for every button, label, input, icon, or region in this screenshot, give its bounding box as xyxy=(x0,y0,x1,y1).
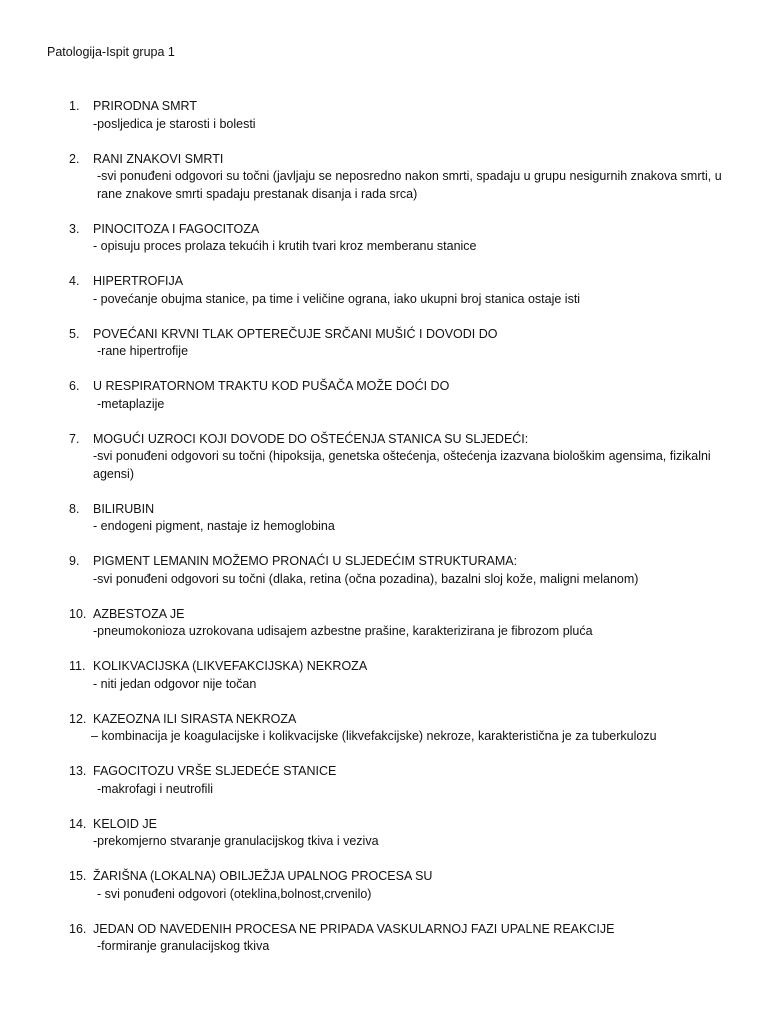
answer-text: - svi ponuđeni odgovori (oteklina,bolnost,crvenilo) xyxy=(97,886,372,901)
answer-text: -formiranje granulacijskog tkiva xyxy=(97,939,270,953)
list-item-13 xyxy=(0,763,768,798)
question-text: HIPERTROFIJA xyxy=(93,274,184,288)
answer-text: - niti jedan odgovor nije točan xyxy=(93,676,257,691)
item-number: 1. xyxy=(69,99,80,113)
list-item-11 xyxy=(0,658,768,693)
answer-text: -prekomjerno stvaranje granulacijskog tkiva i veziva xyxy=(93,834,379,848)
item-number: 14. xyxy=(69,816,87,831)
question-list xyxy=(0,98,768,973)
list-item-12 xyxy=(0,711,768,746)
item-number: 2. xyxy=(69,151,80,166)
question-text: BILIRUBIN xyxy=(93,501,155,516)
question-text: PRIRODNA SMRT xyxy=(93,99,197,113)
list-item-5 xyxy=(0,326,768,361)
question-text: KOLIKVACIJSKA (LIKVEFAKCIJSKA) NEKROZA xyxy=(93,659,368,673)
question-text: AZBESTOZA JE xyxy=(93,606,185,621)
question-text: PINOCITOZA I FAGOCITOZA xyxy=(93,221,260,236)
question-text: MOGUĆI UZROCI KOJI DOVODE DO OŠTEĆENJA STANICA SU SLJEDEĆI: xyxy=(93,431,529,446)
item-number: 6. xyxy=(69,379,80,393)
question-text: KAZEOZNA ILI SIRASTA NEKROZA xyxy=(93,711,297,726)
item-number: 4. xyxy=(69,274,80,288)
list-item-16 xyxy=(0,921,768,956)
list-item-7 xyxy=(0,431,768,484)
question-text: FAGOCITOZU VRŠE SLJEDEĆE STANICE xyxy=(93,764,337,778)
question-text: RANI ZNAKOVI SMRTI xyxy=(93,151,224,166)
item-number: 12. xyxy=(69,711,87,726)
list-item-1 xyxy=(0,98,768,133)
item-number: 10. xyxy=(69,606,87,621)
answer-text: -svi ponuđeni odgovori su točni (hipoksija, genetska oštećenja, oštećenja izazvana biološkim agensima, fizikalni agensi) xyxy=(93,449,711,481)
item-number: 8. xyxy=(69,501,80,516)
question-text: KELOID JE xyxy=(93,816,157,831)
list-item-9 xyxy=(0,553,768,588)
answer-text: - povećanje obujma stanice, pa time i veličine ograna, iako ukupni broj stanica ostaje isti xyxy=(93,291,581,306)
list-item-6 xyxy=(0,378,768,413)
question-text: ŽARIŠNA (LOKALNA) OBILJEŽJA UPALNOG PROCESA SU xyxy=(93,869,433,883)
document-title: Patologija-Ispit grupa 1 xyxy=(47,45,175,59)
item-number: 7. xyxy=(69,431,80,446)
answer-text: -makrofagi i neutrofili xyxy=(97,781,214,796)
question-text: JEDAN OD NAVEDENIH PROCESA NE PRIPADA VASKULARNOJ FAZI UPALNE REAKCIJE xyxy=(93,921,615,936)
answer-text: – kombinacija je koagulacijske i kolikvacijske (likvefakcijske) nekroze, karakteristična je za tuberkulozu xyxy=(91,729,657,743)
item-number: 16. xyxy=(69,921,87,936)
item-number: 9. xyxy=(69,554,80,568)
list-item-14 xyxy=(0,816,768,851)
answer-text: -svi ponuđeni odgovori su točni (javljaju se neposredno nakon smrti, spadaju u grupu nesigurnih znakova smrti, u rane znakove smrti spadaju prestanak disanja i rada srca) xyxy=(97,169,722,201)
question-text: U RESPIRATORNOM TRAKTU KOD PUŠAČA MOŽE DOĆI DO xyxy=(93,379,450,393)
item-number: 5. xyxy=(69,326,80,341)
list-item-3 xyxy=(0,221,768,256)
item-number: 11. xyxy=(69,659,86,673)
item-number: 13. xyxy=(69,764,87,778)
answer-text: -rane hipertrofije xyxy=(97,344,189,358)
answer-text: -pneumokonioza uzrokovana udisajem azbestne prašine, karakterizirana je fibrozom pluća xyxy=(93,624,593,638)
answer-text: -metaplazije xyxy=(97,396,165,411)
question-text: POVEĆANI KRVNI TLAK OPTEREČUJE SRČANI MUŠIĆ I DOVODI DO xyxy=(93,326,498,341)
question-text: PIGMENT LEMANIN MOŽEMO PRONAĆI U SLJEDEĆIM STRUKTURAMA: xyxy=(93,554,518,568)
list-item-2 xyxy=(0,151,768,204)
list-item-15 xyxy=(0,868,768,903)
answer-text: -posljedica je starosti i bolesti xyxy=(93,116,256,131)
answer-text: -svi ponuđeni odgovori su točni (dlaka, retina (očna pozadina), bazalni sloj kože, maligni melanom) xyxy=(93,571,639,586)
answer-text: - endogeni pigment, nastaje iz hemoglobina xyxy=(93,519,335,533)
list-item-8 xyxy=(0,501,768,536)
item-number: 15. xyxy=(69,869,87,883)
list-item-10 xyxy=(0,606,768,641)
answer-text: - opisuju proces prolaza tekućih i krutih tvari kroz memberanu stanice xyxy=(93,239,477,253)
list-item-4 xyxy=(0,273,768,308)
item-number: 3. xyxy=(69,221,80,236)
